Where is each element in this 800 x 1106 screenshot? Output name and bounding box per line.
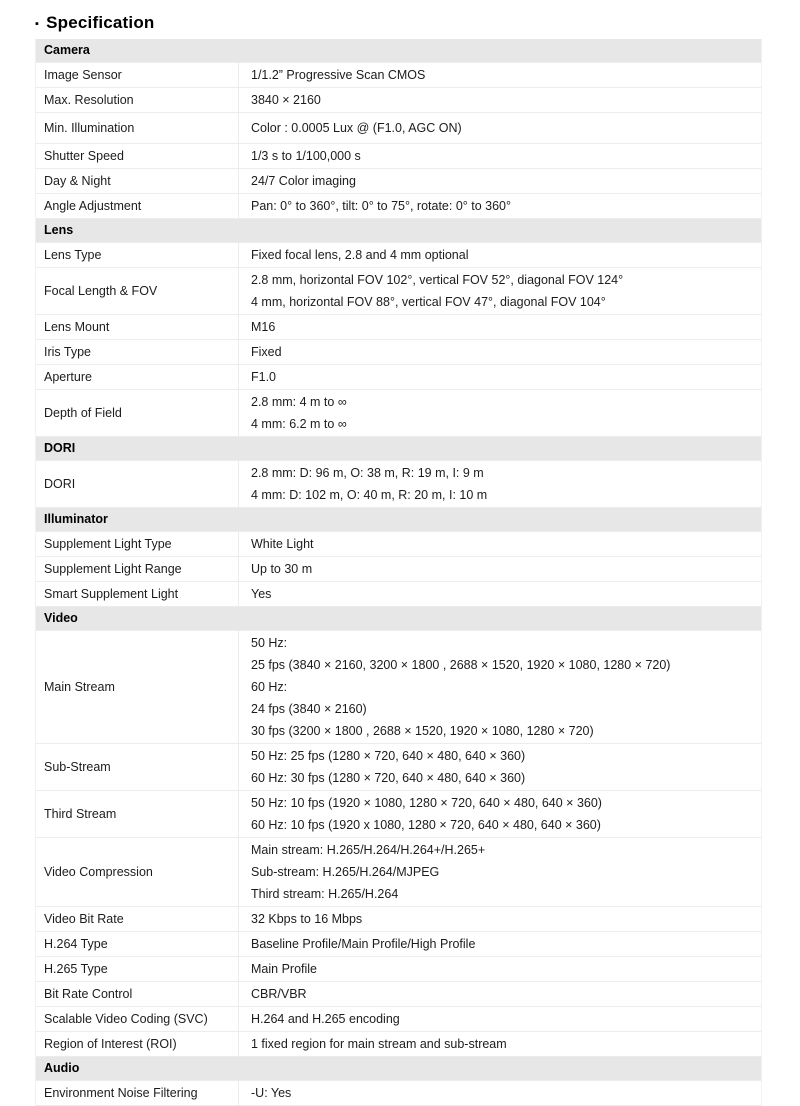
spec-value-line: CBR/VBR xyxy=(251,987,307,1001)
spec-value-line: 2.8 mm, horizontal FOV 102°, vertical FOV 52°, diagonal FOV 124° xyxy=(251,273,624,287)
section-header-lens: Lens xyxy=(36,219,761,243)
spec-row-lens-type xyxy=(36,243,761,268)
spec-label: Environment Noise Filtering xyxy=(36,1081,239,1105)
spec-value-line: 4 mm, horizontal FOV 88°, vertical FOV 47°, diagonal FOV 104° xyxy=(251,295,606,309)
spec-label: Aperture xyxy=(36,365,239,389)
spec-value xyxy=(239,1032,761,1056)
spec-row-third-stream xyxy=(36,791,761,838)
spec-value-line: 50 Hz: xyxy=(251,636,288,650)
spec-value xyxy=(239,1007,761,1031)
spec-table xyxy=(35,39,762,1106)
square-bullet-icon: ▪ xyxy=(35,17,40,30)
spec-value-line: -U: Yes xyxy=(251,1086,292,1100)
spec-value xyxy=(239,838,761,906)
spec-value xyxy=(239,340,761,364)
spec-value xyxy=(239,1081,761,1105)
spec-value-line: Fixed focal lens, 2.8 and 4 mm optional xyxy=(251,248,469,262)
spec-value-line: Main stream: H.265/H.264/H.264+/H.265+ xyxy=(251,843,486,857)
spec-row-min-illumination xyxy=(36,113,761,144)
spec-label: Day & Night xyxy=(36,169,239,193)
section-header-dori: DORI xyxy=(36,437,761,461)
spec-row-bit-rate-control xyxy=(36,982,761,1007)
spec-value xyxy=(239,957,761,981)
spec-row-image-sensor xyxy=(36,63,761,88)
spec-value-line: 4 mm: D: 102 m, O: 40 m, R: 20 m, I: 10 m xyxy=(251,488,488,502)
spec-row-focal-length-fov xyxy=(36,268,761,315)
spec-label: Smart Supplement Light xyxy=(36,582,239,606)
spec-value xyxy=(239,88,761,112)
spec-label: Image Sensor xyxy=(36,63,239,87)
spec-value-line: 50 Hz: 10 fps (1920 × 1080, 1280 × 720, 640 × 480, 640 × 360) xyxy=(251,796,602,810)
spec-label: Max. Resolution xyxy=(36,88,239,112)
spec-value-line: 24 fps (3840 × 2160) xyxy=(251,702,367,716)
spec-row-supplement-light-range xyxy=(36,557,761,582)
spec-value-line: Main Profile xyxy=(251,962,317,976)
spec-label: H.265 Type xyxy=(36,957,239,981)
spec-row-h-265-type xyxy=(36,957,761,982)
section-header-video: Video xyxy=(36,607,761,631)
spec-row-scalable-video-coding-svc xyxy=(36,1007,761,1032)
spec-value xyxy=(239,144,761,168)
spec-row-video-bit-rate xyxy=(36,907,761,932)
spec-label: Third Stream xyxy=(36,791,239,837)
spec-value-line: Up to 30 m xyxy=(251,562,313,576)
spec-value-line: 32 Kbps to 16 Mbps xyxy=(251,912,363,926)
spec-value-line: 1/1.2” Progressive Scan CMOS xyxy=(251,68,426,82)
spec-value-line: Pan: 0° to 360°, tilt: 0° to 75°, rotate: 0° to 360° xyxy=(251,199,512,213)
spec-value-line: 1 fixed region for main stream and sub-stream xyxy=(251,1037,507,1051)
spec-label: H.264 Type xyxy=(36,932,239,956)
section-header-audio: Audio xyxy=(36,1057,761,1081)
spec-row-depth-of-field xyxy=(36,390,761,437)
page-title xyxy=(35,13,762,33)
spec-row-dori xyxy=(36,461,761,508)
spec-row-shutter-speed xyxy=(36,144,761,169)
spec-value-line: 60 Hz: 10 fps (1920 x 1080, 1280 × 720, 640 × 480, 640 × 360) xyxy=(251,818,601,832)
spec-value-line: 3840 × 2160 xyxy=(251,93,321,107)
spec-row-supplement-light-type xyxy=(36,532,761,557)
spec-value-line: Fixed xyxy=(251,345,282,359)
spec-value xyxy=(239,194,761,218)
spec-row-aperture xyxy=(36,365,761,390)
spec-value-line: Color : 0.0005 Lux @ (F1.0, AGC ON) xyxy=(251,121,462,135)
spec-row-lens-mount xyxy=(36,315,761,340)
spec-page xyxy=(35,0,762,1106)
spec-value-line: F1.0 xyxy=(251,370,277,384)
spec-label: Scalable Video Coding (SVC) xyxy=(36,1007,239,1031)
section-header-illuminator: Illuminator xyxy=(36,508,761,532)
spec-row-angle-adjustment xyxy=(36,194,761,219)
spec-value-line: Baseline Profile/Main Profile/High Profile xyxy=(251,937,476,951)
spec-row-max-resolution xyxy=(36,88,761,113)
spec-value xyxy=(239,932,761,956)
spec-label: Video Compression xyxy=(36,838,239,906)
spec-value xyxy=(239,63,761,87)
spec-value xyxy=(239,907,761,931)
spec-value-line: 24/7 Color imaging xyxy=(251,174,356,188)
spec-value xyxy=(239,390,761,436)
spec-value-line: Sub-stream: H.265/H.264/MJPEG xyxy=(251,865,440,879)
spec-label: Angle Adjustment xyxy=(36,194,239,218)
spec-value-line: 50 Hz: 25 fps (1280 × 720, 640 × 480, 640 × 360) xyxy=(251,749,526,763)
spec-value-line: 30 fps (3200 × 1800 , 2688 × 1520, 1920 × 1080, 1280 × 720) xyxy=(251,724,594,738)
spec-label: Region of Interest (ROI) xyxy=(36,1032,239,1056)
spec-value xyxy=(239,113,761,143)
section-header-camera: Camera xyxy=(36,39,761,63)
spec-value xyxy=(239,791,761,837)
spec-label: Sub-Stream xyxy=(36,744,239,790)
spec-row-day-night xyxy=(36,169,761,194)
spec-value xyxy=(239,243,761,267)
spec-value xyxy=(239,557,761,581)
spec-value xyxy=(239,315,761,339)
spec-label: Shutter Speed xyxy=(36,144,239,168)
spec-value-line: Third stream: H.265/H.264 xyxy=(251,887,399,901)
spec-label: DORI xyxy=(36,461,239,507)
spec-label: Depth of Field xyxy=(36,390,239,436)
page-title-text: Specification xyxy=(46,13,155,32)
spec-row-region-of-interest-roi xyxy=(36,1032,761,1057)
spec-label: Iris Type xyxy=(36,340,239,364)
spec-value-line: 1/3 s to 1/100,000 s xyxy=(251,149,361,163)
spec-row-sub-stream xyxy=(36,744,761,791)
spec-row-environment-noise-filtering xyxy=(36,1081,761,1106)
spec-value-line: 60 Hz: xyxy=(251,680,288,694)
spec-row-main-stream xyxy=(36,631,761,744)
spec-value-line: 60 Hz: 30 fps (1280 × 720, 640 × 480, 640 × 360) xyxy=(251,771,526,785)
spec-value xyxy=(239,532,761,556)
spec-value-line: 4 mm: 6.2 m to ∞ xyxy=(251,417,347,431)
spec-value-line: White Light xyxy=(251,537,314,551)
spec-value-line: H.264 and H.265 encoding xyxy=(251,1012,400,1026)
spec-row-smart-supplement-light xyxy=(36,582,761,607)
spec-value-line: 2.8 mm: 4 m to ∞ xyxy=(251,395,347,409)
spec-value xyxy=(239,744,761,790)
spec-label: Bit Rate Control xyxy=(36,982,239,1006)
spec-row-iris-type xyxy=(36,340,761,365)
spec-value-line: M16 xyxy=(251,320,276,334)
spec-value xyxy=(239,982,761,1006)
spec-label: Supplement Light Type xyxy=(36,532,239,556)
spec-label: Lens Mount xyxy=(36,315,239,339)
spec-value xyxy=(239,365,761,389)
spec-value xyxy=(239,268,761,314)
spec-label: Main Stream xyxy=(36,631,239,743)
spec-value xyxy=(239,631,761,743)
spec-value xyxy=(239,582,761,606)
spec-label: Min. Illumination xyxy=(36,113,239,143)
spec-label: Focal Length & FOV xyxy=(36,268,239,314)
spec-value-line: 25 fps (3840 × 2160, 3200 × 1800 , 2688 × 1520, 1920 × 1080, 1280 × 720) xyxy=(251,658,671,672)
spec-value-line: Yes xyxy=(251,587,272,601)
spec-row-h-264-type xyxy=(36,932,761,957)
spec-value xyxy=(239,169,761,193)
spec-label: Supplement Light Range xyxy=(36,557,239,581)
spec-value xyxy=(239,461,761,507)
spec-row-video-compression xyxy=(36,838,761,907)
spec-value-line: 2.8 mm: D: 96 m, O: 38 m, R: 19 m, I: 9 m xyxy=(251,466,484,480)
spec-label: Video Bit Rate xyxy=(36,907,239,931)
spec-label: Lens Type xyxy=(36,243,239,267)
